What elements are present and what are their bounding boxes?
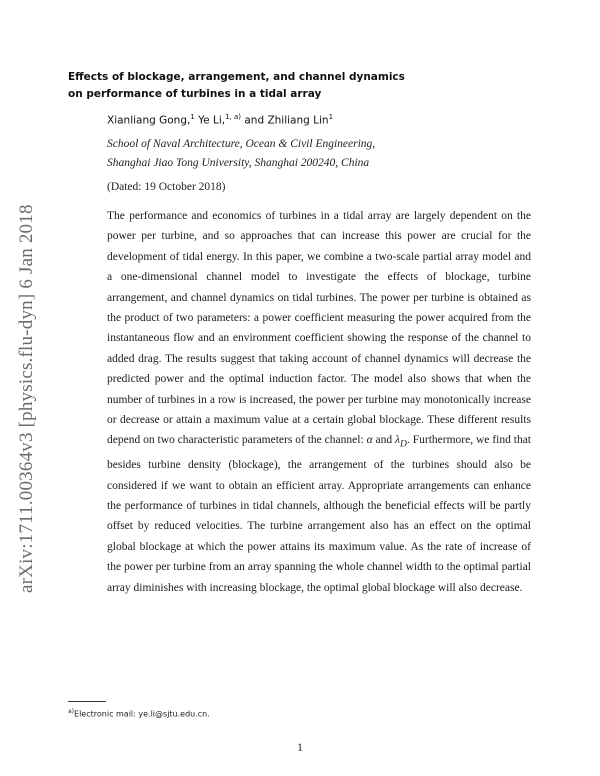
title-line-1: Effects of blockage, arrangement, and channel dynamics [68, 71, 405, 83]
affiliation [107, 135, 527, 173]
paper-title [68, 69, 488, 103]
abstract-text: . Furthermore, we find that besides turbine density (blockage), the arrangement of the turbines should also be considered if we want to obtain an efficient array. Appropriate arrangements can enhance the performance of turbines in tidal channels, although the beneficial effects will be partly offset by reduced velocities. The turbine arrangement also has an effect on the optimal global blockage at which the power attains its maximum value. As the rate of increase of the power per turbine from an array spanning the whole channel width to the optimal partial array diminishes with increasing blockage, the optimal global blockage will also decrease. [107, 434, 532, 594]
author-name: Ye Li, [198, 114, 226, 127]
footnote-text: Electronic mail: ye.li@sjtu.edu.cn. [74, 709, 210, 719]
affiliation-mark: 1, a) [225, 113, 242, 121]
affiliation-mark: 1 [328, 113, 334, 121]
page-number: 1 [297, 740, 303, 754]
affiliation-line: School of Naval Architecture, Ocean & Civil Engineering, [107, 138, 376, 150]
affiliation-mark: 1 [190, 113, 195, 121]
footnote [68, 708, 210, 719]
abstract [107, 206, 531, 598]
author-list [107, 113, 333, 127]
title-line-2: on performance of turbines in a tidal array [68, 88, 322, 100]
footnote-divider [68, 701, 106, 702]
affiliation-line: Shanghai Jiao Tong University, Shanghai 200240, China [107, 157, 370, 169]
author-name: Xianliang Gong, [107, 114, 191, 127]
arxiv-stamp: arXiv:1711.00364v3 [physics.flu-dyn] 6 Jan 2018 [16, 204, 37, 593]
lambda-subscript: D [400, 438, 407, 450]
alpha-symbol: α [366, 434, 373, 447]
footnote-mark: a) [68, 708, 75, 715]
lambda-symbol: λ [395, 434, 401, 447]
abstract-text: and [372, 434, 396, 447]
date-line: (Dated: 19 October 2018) [107, 181, 226, 193]
abstract-text: The performance and economics of turbines in a tidal array are largely dependent on the power per turbine, and so approaches that can increase this power are crucial for the development of tidal energy. In this paper, we combine a two-scale partial array model and a one-dimensional channel model to investigate the effects of blockage, turbine arrangement, and channel dynamics on tidal turbines. The power per turbine is obtained as the product of two parameters: a power coefficient measuring the power acquired from the instantaneous flow and an environment coefficient showing the response of the channel to added drag. The results suggest that taking account of channel dynamics will decrease the predicted power and the optimal induction factor. The model also shows that when the number of turbines in a row is increased, the power per turbine may monotonically increase or decrease or attain a maximum value at a certain global blockage. These different results depend on two characteristic parameters of the channel: [107, 210, 531, 447]
author-name: and Zhiliang Lin [244, 114, 329, 127]
